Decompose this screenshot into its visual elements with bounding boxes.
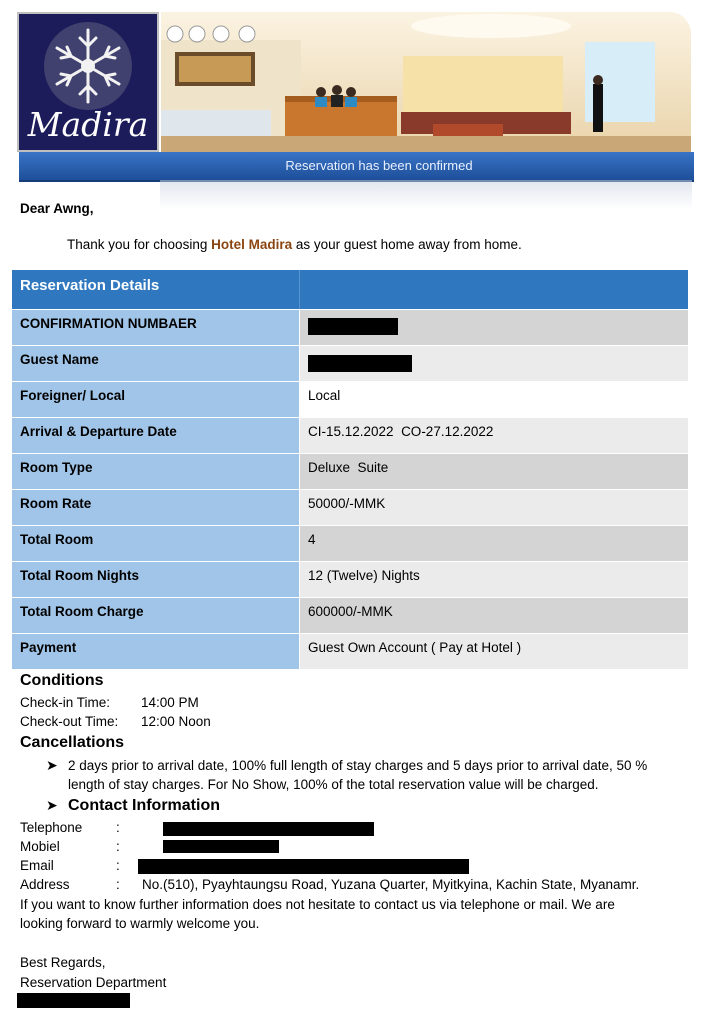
redacted-mobile <box>163 840 279 853</box>
reservation-department: Reservation Department <box>20 975 167 990</box>
row-label: Room Rate <box>12 490 300 525</box>
row-label: Payment <box>12 634 300 669</box>
arrow-bullet-icon: ➤ <box>46 757 58 773</box>
row-value: 50000/-MMK <box>300 490 688 525</box>
snowflake-icon <box>19 18 157 118</box>
table-row <box>12 417 688 453</box>
confirmation-banner <box>19 152 694 182</box>
table-row <box>12 633 688 669</box>
row-label: Total Room Charge <box>12 598 300 633</box>
table-row <box>12 525 688 561</box>
row-label: Room Type <box>12 454 300 489</box>
closing-line-1: If you want to know further information does not hesitate to contact us via telephone or mail. We are <box>20 897 615 912</box>
row-value: 600000/-MMK <box>300 598 688 633</box>
email-separator: : <box>116 858 120 873</box>
redacted-email <box>138 859 469 874</box>
checkin-value: 14:00 PM <box>141 695 199 710</box>
table-row <box>12 489 688 525</box>
telephone-separator: : <box>116 820 120 835</box>
checkout-label: Check-out Time: <box>20 714 119 729</box>
intro-paragraph <box>67 237 522 252</box>
mobile-separator: : <box>116 839 120 854</box>
table-row <box>12 453 688 489</box>
row-value: CI-15.12.2022 CO-27.12.2022 <box>300 418 688 453</box>
logo-text: Madira <box>27 105 149 144</box>
row-label: Guest Name <box>12 346 300 381</box>
redacted-confirmation-number <box>308 318 398 335</box>
address-separator: : <box>116 877 120 892</box>
banner-shadow <box>160 180 692 210</box>
table-row <box>12 345 688 381</box>
hotel-name: Hotel Madira <box>211 237 293 252</box>
row-value <box>300 310 688 345</box>
contact-heading: Contact Information <box>68 797 220 814</box>
checkout-value: 12:00 Noon <box>141 714 211 729</box>
mobile-label: Mobiel <box>20 839 60 854</box>
hotel-logo <box>17 12 159 152</box>
address-value: No.(510), Pyayhtaungsu Road, Yuzana Quarter, Myitkyina, Kachin State, Myanamr. <box>142 877 640 892</box>
row-label: Total Room <box>12 526 300 561</box>
greeting: Dear Awng, <box>20 201 94 216</box>
row-value: Local <box>300 382 688 417</box>
table-row <box>12 381 688 417</box>
row-value: Deluxe Suite <box>300 454 688 489</box>
hotel-lobby-photo <box>161 12 691 152</box>
row-value: 4 <box>300 526 688 561</box>
row-value <box>300 346 688 381</box>
row-value: 12 (Twelve) Nights <box>300 562 688 597</box>
table-row <box>12 309 688 345</box>
cancellation-line-1: 2 days prior to arrival date, 100% full length of stay charges and 5 days prior to arrival date, 50 % <box>68 758 648 773</box>
row-label: Foreigner/ Local <box>12 382 300 417</box>
row-value: Guest Own Account ( Pay at Hotel ) <box>300 634 688 669</box>
telephone-label: Telephone <box>20 820 83 835</box>
arrow-bullet-icon: ➤ <box>46 797 58 813</box>
table-row <box>12 561 688 597</box>
closing-line-2: looking forward to warmly welcome you. <box>20 916 260 931</box>
table-row <box>12 597 688 633</box>
cancellations-heading: Cancellations <box>20 734 125 751</box>
checkin-label: Check-in Time: <box>20 695 111 710</box>
intro-before: Thank you for choosing <box>67 237 212 252</box>
banner-text: Reservation has been confirmed <box>285 158 473 173</box>
conditions-heading: Conditions <box>20 672 104 689</box>
row-label: CONFIRMATION NUMBAER <box>12 310 300 345</box>
intro-after: as your guest home away from home. <box>292 237 522 252</box>
reservation-table <box>12 270 688 669</box>
table-header <box>12 270 688 309</box>
redacted-guest-name <box>308 355 412 372</box>
email-label: Email <box>20 858 54 873</box>
best-regards: Best Regards, <box>20 955 106 970</box>
address-label: Address <box>20 877 70 892</box>
redacted-signature <box>17 993 130 1008</box>
cancellation-line-2: length of stay charges. For No Show, 100% of the total reservation value will be charged. <box>68 777 599 792</box>
row-label: Total Room Nights <box>12 562 300 597</box>
table-title: Reservation Details <box>12 270 300 309</box>
row-label: Arrival & Departure Date <box>12 418 300 453</box>
redacted-telephone <box>163 822 374 836</box>
